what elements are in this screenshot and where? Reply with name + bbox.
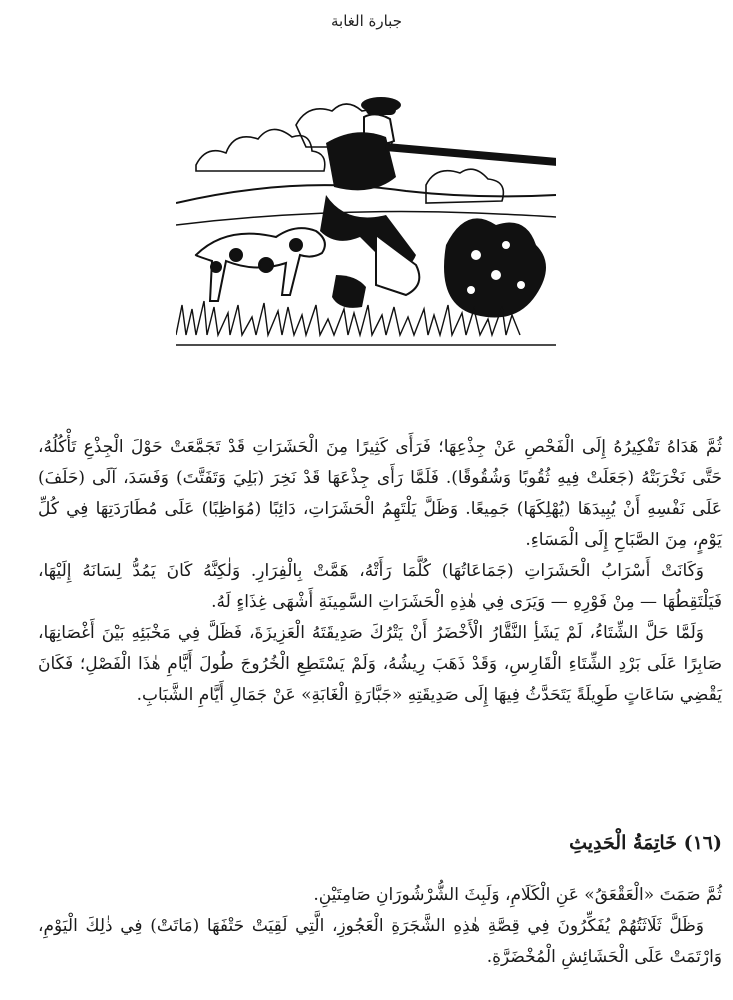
- chapter-heading: (١٦) خَاتِمَةُ الْحَدِيثِ: [569, 832, 722, 854]
- running-title: جبارة الغابة: [330, 12, 402, 30]
- closing-text: [38, 880, 722, 973]
- hunter-illustration: [176, 95, 556, 353]
- bush-icon: [444, 218, 546, 317]
- paragraph: ثُمَّ صَمَتَ «الْعَقْعَقُ» عَنِ الْكَلَامِ، وَلَبِثَ الشُّرْشُورَانِ صَامِتَيْنِ.: [313, 885, 722, 905]
- body-text: [38, 432, 722, 711]
- dog-icon: [196, 228, 325, 301]
- paragraph: وَظَلَّ ثَلَاثَتُهُمْ يُفَكِّرُونَ فِي قِصَّةِ هٰذِهِ الشَّجَرَةِ الْعَجُوزِ، الَّتِي لَقِيَتْ حَتْفَهَا (مَاتَتْ) فِي ذٰلِكَ الْيَوْمِ، وَارْتَمَتْ عَلَى الْحَشَائِشِ الْمُخْضَرَّةِ.: [38, 916, 722, 967]
- paragraph: وَلَمَّا حَلَّ الشِّتَاءُ، لَمْ يَشَأِ النَّقَّارُ الْأَخْضَرُ أَنْ يَتْرُكَ صَدِيقَتَهُ الْعَزِيزَةَ، فَظَلَّ فِي مَخْبَئِهِ بَيْنَ أَغْصَانِهَا، صَابِرًا عَلَى بَرْدِ الشِّتَاءِ الْقَارِسِ، وَقَدْ ذَهَبَ رِيشُهُ، وَلَمْ يَسْتَطِعِ الْخُرُوجَ طُولَ أَيَّامِ هٰذَا الْفَصْلِ؛ فَكَانَ يَقْضِي سَاعَاتٍ طَوِيلَةً يَتَحَدَّثُ فِيهَا إِلَى صَدِيقَتِهِ «جَبَّارَةِ الْغَابَةِ» عَنْ جَمَالِ أَيَّامِ الشَّبَابِ.: [38, 623, 722, 705]
- paragraph: وَكَانَتْ أَسْرَابُ الْحَشَرَاتِ (جَمَاعَاتُهَا) كُلَّمَا رَأَتْهُ، هَمَّتْ بِالْفِرَارِ. وَلٰكِنَّهُ كَانَ يَمُدُّ لِسَانَهُ إِلَيْهَا، فَيَلْتَقِطُهَا — مِنْ فَوْرِهِ — وَيَرَى فِي هٰذِهِ الْحَشَرَاتِ السَّمِينَةِ أَشْهَى غِذَاءٍ لَهُ.: [38, 561, 722, 612]
- paragraph: ثُمَّ هَدَاهُ تَفْكِيرُهُ إِلَى الْفَحْصِ عَنْ جِذْعِهَا؛ فَرَأَى كَثِيرًا مِنَ الْحَشَرَاتِ قَدْ تَجَمَّعَتْ حَوْلَ الْجِذْعِ تَأْكُلُهُ، حَتَّى نَخْرَبَتْهُ (جَعَلَتْ فِيهِ ثُقُوبًا وَشُقُوقًا). فَلَمَّا رَأَى جِذْعَهَا قَدْ نَخِرَ (بَلِيَ وَتَفَتَّتَ) وَفَسَدَ، آلَى (حَلَفَ) عَلَى نَفْسِهِ أَنْ يُبِيدَهَا (يُهْلِكَهَا) جَمِيعًا. وَظَلَّ يَلْتَهِمُ الْحَشَرَاتِ، دَائِبًا (مُوَاظِبًا) عَلَى مُطَارَدَتِهَا فِي كُلِّ يَوْمٍ، مِنَ الصَّبَاحِ إِلَى الْمَسَاءِ.: [38, 437, 722, 550]
